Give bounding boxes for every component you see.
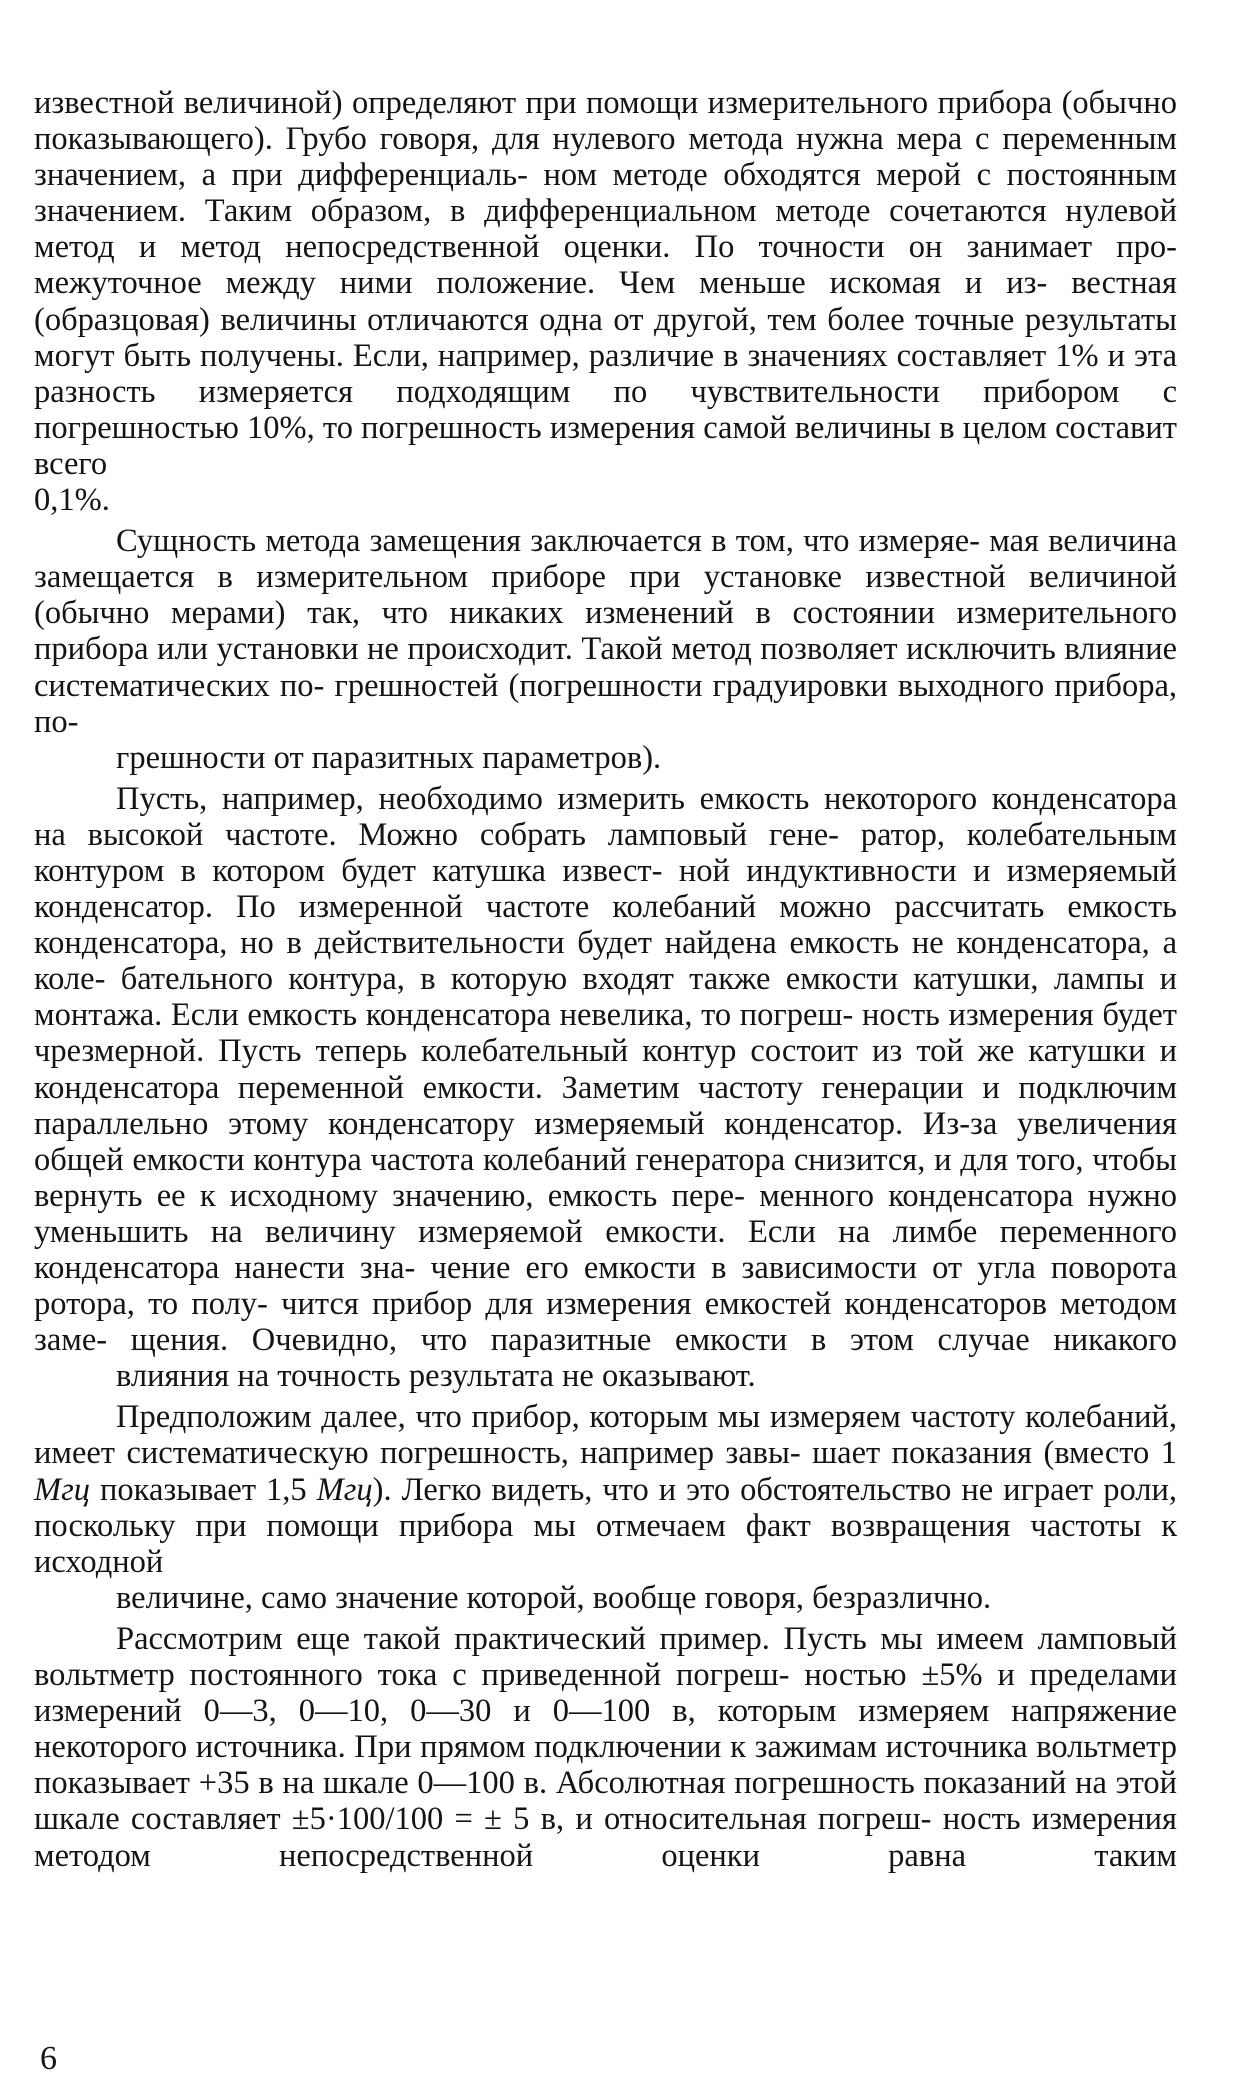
text-line: на шкале 0—100 в. Абсолютная погрешность показаний на этой bbox=[282, 1765, 1178, 1802]
text-line: этому конденсатору измеряемый конденсатор. Из-за увеличения bbox=[228, 1105, 1177, 1142]
text-line: более точные результаты могут быть получены. Если, например, bbox=[34, 301, 1177, 374]
text-line: лампы и монтажа. Если емкость конденсатора невелика, то погреш- bbox=[34, 961, 1178, 1034]
text-line: ратор, колебательным контуром в котором будет катушка извест- bbox=[34, 816, 1177, 889]
text-line: и для того, чтобы вернуть ее к исходному значению, емкость пере- bbox=[34, 1141, 1177, 1214]
text-line: бательного контура, в которую входят также емкости катушки, bbox=[120, 961, 1039, 998]
text-line-last: влияния на точность результата не оказывают. bbox=[116, 1358, 756, 1395]
text-line: ностью ±5% и пределами измерений 0—3, 0—10, 0—30 и 0—100 в, bbox=[34, 1657, 1178, 1730]
text-line: и метод непосредственной оценки. По точности он занимает про- bbox=[138, 229, 1177, 266]
text-line: Такой метод позволяет исключить влияние систематических по- bbox=[34, 631, 1178, 704]
paragraph-voltmeter-example bbox=[34, 1621, 1177, 1874]
text-line: вестная (образцовая) величины отличаются одна от другой, тем bbox=[34, 265, 1177, 338]
text-line: то погрешность измерения самой величины в целом составит всего bbox=[34, 409, 1177, 482]
text-line: ном методе обходятся мерой с постоянным значением. Таким bbox=[34, 157, 1177, 230]
text-line: шкале составляет ±5·100/100 = ± 5 в, и относительная погреш- bbox=[34, 1801, 932, 1838]
text-line: грешностей (погрешности градуировки выходного прибора, по- bbox=[34, 667, 1178, 740]
text-line: общей емкости контура частота колебаний генератора снизится, bbox=[34, 1141, 926, 1178]
text-line: которым измеряем напряжение некоторого источника. При прямом bbox=[34, 1693, 1178, 1766]
text-line: мая величина замещается в измерительном приборе при установке bbox=[34, 523, 1178, 596]
text-line: Пусть, например, необходимо измерить емкость некоторого bbox=[116, 780, 978, 817]
text-line: конденсатора на высокой частоте. Можно собрать ламповый гене- bbox=[34, 780, 1178, 853]
text-line: межуточное между ними положение. Чем меньше искомая и из- bbox=[34, 265, 1048, 302]
text-line: различие в значениях составляет 1% и эта разность измеряется bbox=[34, 337, 1178, 410]
text-line: контур состоит из той же катушки и конденсатора переменной bbox=[34, 1033, 1177, 1106]
text-line: Сущность метода замещения заключается в том, что измеряе- bbox=[116, 523, 980, 560]
text-line: щения. Очевидно, что паразитные емкости в этом случае никакого bbox=[130, 1322, 1177, 1359]
text-line-last: грешности от паразитных параметров). bbox=[116, 739, 662, 776]
text-line: чится прибор для измерения емкостей конденсаторов методом заме- bbox=[34, 1286, 1178, 1359]
text-line: емкости. Если на лимбе переменного конденсатора нанести зна- bbox=[34, 1213, 1177, 1286]
text-line: метода нужна мера с переменным значением, а при дифференциаль- bbox=[34, 121, 1177, 194]
text-line: образом, в дифференциальном методе сочетаются нулевой метод bbox=[34, 193, 1178, 266]
text-line: Предположим далее, что прибор, которым мы измеряем частоту bbox=[116, 1399, 1016, 1436]
paragraph-frequency-error bbox=[34, 1399, 1177, 1616]
text-line: известной величиной (обычно мерами) так, что никаких изменений bbox=[34, 559, 1178, 632]
text-line: емкости. Заметим частоту генерации и подключим параллельно bbox=[34, 1069, 1178, 1142]
text-line: что и это обстоятельство не играет роли, поскольку при помощи bbox=[34, 1471, 1178, 1544]
text-line-last: 0,1%. bbox=[34, 482, 110, 519]
text-line: подключении к зажимам источника вольтметр показывает +35 в bbox=[34, 1729, 1177, 1802]
paragraph-substitution-method bbox=[34, 523, 1177, 776]
text-line: частоте колебаний можно рассчитать емкость конденсатора, но bbox=[34, 889, 1178, 962]
text-line: менного конденсатора нужно уменьшить на величину измеряемой bbox=[34, 1177, 1178, 1250]
text-line: ность измерения методом непосредственной оценки равна таким bbox=[34, 1801, 1178, 1874]
page-body bbox=[34, 85, 1177, 1874]
text-line: Рассмотрим еще такой практический пример. Пусть мы имеем bbox=[116, 1620, 1024, 1657]
text-line: в состоянии измерительного прибора или установки не происходит. bbox=[34, 595, 1177, 668]
paragraph-continuation bbox=[34, 85, 1177, 518]
page-number: 6 bbox=[40, 2040, 57, 2077]
text-line: прибора (обычно показывающего). Грубо говоря, для нулевого bbox=[34, 85, 1178, 158]
text-line: ной индуктивности и измеряемый конденсатор. По измеренной bbox=[34, 852, 1177, 926]
text-line: известной величиной) определяют при помощи измерительного bbox=[34, 85, 929, 121]
text-line: подходящим по чувствительности прибором с погрешностью 10%, bbox=[34, 373, 1177, 446]
text-line: в действительности будет найдена емкость не конденсатора, а коле- bbox=[34, 925, 1178, 998]
text-line: колебаний, имеет систематическую погрешность, например завы- bbox=[34, 1399, 1178, 1472]
text-line: ность измерения будет чрезмерной. Пусть теперь колебательный bbox=[34, 997, 1177, 1070]
text-line: прибора мы отмечаем факт возвращения частоты к исходной bbox=[34, 1507, 1177, 1580]
text-line-last: величине, само значение которой, вообще говоря, безразлично. bbox=[116, 1579, 992, 1616]
text-line: ламповый вольтметр постоянного тока с приведенной погреш- bbox=[34, 1620, 1177, 1694]
paragraph-capacitor-example bbox=[34, 781, 1177, 1395]
text-line: шает показания (вместо 1 Мгц показывает 1,5 Мгц). Легко видеть, bbox=[34, 1435, 1178, 1508]
text-line: чение его емкости в зависимости от угла поворота ротора, то полу- bbox=[34, 1250, 1177, 1323]
